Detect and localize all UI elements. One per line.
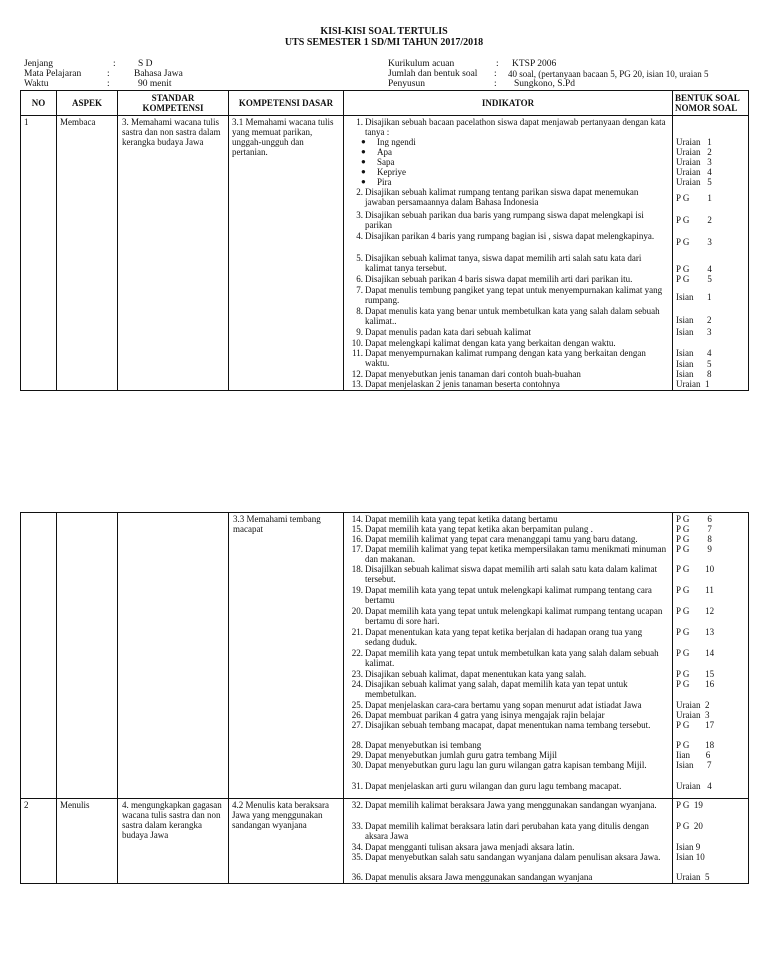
- meta-label-jenjang: Jenjang: [24, 59, 54, 69]
- indicator-number: 8.: [356, 306, 363, 316]
- indicator-number: 14.: [351, 514, 363, 524]
- bullet-text: Pira: [377, 177, 392, 187]
- bullet-dot-icon: ●: [361, 137, 366, 146]
- indicator-item: [347, 544, 669, 564]
- table-row: [21, 116, 749, 391]
- indicator-number: 13.: [351, 379, 363, 389]
- indicator-number: 25.: [351, 700, 363, 710]
- indicator-number: 36.: [351, 872, 363, 882]
- indicator-item: [347, 379, 669, 389]
- meta-value-penyusun: Sungkono, S.Pd: [514, 79, 575, 89]
- indicator-number: 20.: [351, 606, 363, 616]
- bentuk-label: P G 2: [676, 215, 712, 225]
- bullet-item: [347, 167, 669, 177]
- bentuk-label: Isian 2: [676, 315, 712, 325]
- col-header-aspek: ASPEK: [57, 91, 118, 116]
- indicator-item: [347, 514, 669, 524]
- bullet-item: [347, 147, 669, 157]
- meta-label-mapel: Mata Pelajaran: [24, 69, 82, 79]
- bentuk-label: Uraian 4: [676, 781, 712, 791]
- indicator-item: [347, 700, 669, 710]
- meta-sep: :: [496, 59, 499, 69]
- indicator-item: [347, 679, 669, 700]
- cell-kompetensi-dasar: 3.1 Memahami wacana tulis yang memuat parikan, unggah-ungguh dan pertanian.: [229, 116, 344, 391]
- indicator-item: [347, 534, 669, 544]
- bentuk-label: P G 14: [676, 648, 715, 658]
- bentuk-label: P G 13: [676, 627, 715, 637]
- bentuk-label: P G 4: [676, 264, 712, 274]
- cell-no: [21, 513, 57, 799]
- meta-value-jenjang: S D: [138, 59, 153, 69]
- meta-label-kurikulum: Kurikulum acuan: [388, 59, 455, 69]
- bullet-item: [347, 177, 669, 187]
- meta-label-penyusun: Penyusun: [388, 79, 425, 89]
- indicator-text: Dapat melengkapi kalimat dengan kata yang berkaitan dengan waktu.: [365, 338, 616, 348]
- meta-value-waktu: 90 menit: [138, 79, 172, 89]
- indicator-number: 24.: [351, 679, 363, 689]
- indicator-number: 21.: [351, 627, 363, 637]
- table-row: [21, 513, 749, 799]
- indicator-text: Dapat menulis tembung pangiket yang tepat untuk menyempurnakan kalimat yang rumpang.: [365, 285, 663, 305]
- bentuk-label: Isian 10: [676, 852, 705, 862]
- bentuk-label: P G 17: [676, 720, 715, 730]
- indicator-number: 18.: [351, 564, 363, 574]
- bullet-dot-icon: ●: [361, 177, 366, 186]
- meta-label-jumlah: Jumlah dan bentuk soal: [388, 69, 478, 79]
- indicator-text: Dapat menjelaskan cara-cara bertamu yang sopan menurut adat istiadat Jawa: [365, 700, 642, 710]
- indicator-item: [347, 564, 669, 585]
- indicator-text: Dapat menjelaskan 2 jenis tanaman beserta contohnya: [365, 379, 560, 389]
- indicator-item: [347, 648, 669, 669]
- indicator-text: Dapat menyebutkan jumlah guru gatra tembang Mijil: [365, 750, 557, 760]
- indicator-item: [347, 210, 669, 231]
- indicator-number: 34.: [351, 842, 363, 852]
- indicator-text: Dapat menyebutkan salah satu sandangan wyanjana dalam penulisan aksara Jawa.: [365, 852, 661, 862]
- indicator-item: [347, 253, 669, 274]
- cell-aspek: Menulis: [57, 799, 118, 884]
- bentuk-label: P G 20: [676, 821, 703, 831]
- bentuk-label: Uraian 1: [676, 137, 712, 147]
- indicator-item: [347, 524, 669, 534]
- bentuk-label: P G 19: [676, 800, 703, 810]
- bentuk-label: P G 6: [676, 514, 712, 524]
- bentuk-label: P G 3: [676, 237, 712, 247]
- bentuk-label: P G 16: [676, 679, 715, 689]
- meta-label-waktu: Waktu: [24, 79, 49, 89]
- kisi-table-page2: [20, 512, 749, 884]
- indicator-text: Dapat memilih kata yang tepat untuk membetulkan kata yang salah dalam sebuah kalimat.: [365, 648, 659, 668]
- bentuk-label: Isian 8: [676, 369, 712, 379]
- meta-sep: :: [494, 79, 497, 89]
- meta-value-mapel: Bahasa Jawa: [134, 69, 183, 79]
- indicator-item: [347, 187, 669, 210]
- bullet-text: Sapa: [377, 157, 395, 167]
- bullet-text: Ing ngendi: [377, 137, 416, 147]
- meta-sep: :: [494, 69, 497, 79]
- indicator-text: Disajikan sebuah kalimat tanya, siswa dapat memilih arti salah satu kata dari kalimat tanya tersebut.: [365, 253, 642, 273]
- indicator-number: 29.: [351, 750, 363, 760]
- indicator-item: [347, 720, 669, 740]
- cell-standar-kompetensi: [118, 513, 229, 799]
- cell-aspek: [57, 513, 118, 799]
- cell-bentuk-soal: [673, 116, 749, 391]
- cell-bentuk-soal: [673, 799, 749, 884]
- bentuk-label: P G 8: [676, 534, 712, 544]
- indicator-item: [347, 740, 669, 750]
- indicator-text: Dapat memilih kalimat yang tepat cara menanggapi tamu yang baru datang.: [365, 534, 638, 544]
- col-header-bentuk: BENTUK SOAL NOMOR SOAL: [673, 91, 749, 116]
- indicator-text: Dapat memilih kata yang tepat untuk melengkapi kalimat rumpang tentang cara bertamu: [365, 585, 652, 605]
- indicator-text: Dapat menyebutkan jenis tanaman dari contoh buah-buahan: [365, 369, 581, 379]
- indicator-number: 26.: [351, 710, 363, 720]
- indicator-text: Disajikan sebuah tembang macapat, dapat menentukan nama tembang tersebut.: [365, 720, 651, 730]
- indicator-text: Dapat memilih kalimat beraksara Jawa yang menggunakan sandangan wyanjana.: [365, 800, 657, 810]
- indicator-number: 28.: [351, 740, 363, 750]
- bentuk-label: Uraian 3: [676, 157, 712, 167]
- indicator-text: Dapat menulis kata yang benar untuk membetulkan kata yang salah dalam sebuah kalimat..: [365, 306, 660, 326]
- indicator-item: [347, 872, 669, 882]
- indicator-item: [347, 627, 669, 648]
- indicator-number: 27.: [351, 720, 363, 730]
- bentuk-label: Isian 5: [676, 359, 712, 369]
- indicator-text: Disajikan sebuah kalimat rumpang tentang parikan siswa dapat menemukan jawaban persamaannya dalam Bahasa Indonesia: [365, 187, 639, 207]
- bullet-dot-icon: ●: [361, 167, 366, 176]
- indicator-item: [347, 669, 669, 679]
- bullet-dot-icon: ●: [361, 147, 366, 156]
- indicator-number: 6.: [356, 274, 363, 284]
- col-header-indikator: INDIKATOR: [344, 91, 673, 116]
- cell-no: 1: [21, 116, 57, 391]
- indicator-item: [347, 274, 669, 285]
- bentuk-label: [676, 338, 745, 348]
- bentuk-label: Uraian 4: [676, 167, 712, 177]
- indicator-text: Dapat menyebutkan guru lagu lan guru wilangan gatra kapisan tembang Mijil.: [365, 760, 647, 770]
- indicator-item: [347, 606, 669, 627]
- indicator-item: [347, 821, 669, 842]
- indicator-number: 32.: [351, 800, 363, 810]
- bentuk-label: Isian 3: [676, 327, 712, 337]
- indicator-text: Dapat mengganti tulisan aksara jawa menjadi aksara latin.: [365, 842, 575, 852]
- bentuk-label: Isian 1: [676, 292, 712, 302]
- indicator-number: 35.: [351, 852, 363, 862]
- cell-standar-kompetensi: 3. Memahami wacana tulis sastra dan non sastra dalam kerangka budaya Jawa: [118, 116, 229, 391]
- indicator-item: [347, 231, 669, 253]
- bullet-item: [347, 137, 669, 147]
- cell-indikator: [344, 513, 673, 799]
- indicator-item: [347, 327, 669, 338]
- col-header-sk: STANDAR KOMPETENSI: [118, 91, 229, 116]
- meta-value-kurikulum: KTSP 2006: [512, 59, 557, 69]
- bentuk-label: Uraian 1: [676, 379, 710, 389]
- indicator-number: 30.: [351, 760, 363, 770]
- bentuk-label: Uraian 5: [676, 177, 712, 187]
- bentuk-label: P G 18: [676, 740, 715, 750]
- cell-bentuk-soal: [673, 513, 749, 799]
- bullet-text: Apa: [377, 147, 392, 157]
- indicator-text: Dapat menentukan kata yang tepat ketika berjalan di hadapan orang tua yang sedang duduk.: [365, 627, 643, 647]
- indicator-number: 33.: [351, 821, 363, 831]
- indicator-item: [347, 348, 669, 369]
- indicator-item: [347, 338, 669, 348]
- indicator-text: Dapat membuat parikan 4 gatra yang isinya mengajak rajin belajar: [365, 710, 605, 720]
- meta-value-jumlah: 40 soal, (pertanyaan bacaan 5, PG 20, isian 10, uraian 5: [508, 69, 709, 79]
- indicator-text: Dapat memilih kalimat yang tepat ketika mempersilakan tamu menikmati minuman dan makanan.: [365, 544, 667, 564]
- indicator-item: [347, 760, 669, 781]
- indicator-item: [347, 306, 669, 327]
- indicator-number: 17.: [351, 544, 363, 554]
- table-row: [21, 799, 749, 884]
- indicator-number: 9.: [356, 327, 363, 337]
- indicator-number: 3.: [356, 210, 363, 220]
- indicator-number: 4.: [356, 231, 363, 241]
- indicator-item: [347, 781, 669, 797]
- indicator-item: [347, 750, 669, 760]
- col-header-no: NO: [21, 91, 57, 116]
- indicator-number: 2.: [356, 187, 363, 197]
- indicator-number: 31.: [351, 781, 363, 791]
- bentuk-label: P G 9: [676, 544, 712, 554]
- cell-no: 2: [21, 799, 57, 884]
- table-header-row: [21, 91, 749, 116]
- indicator-item: [347, 585, 669, 606]
- indicator-text: Disajilkan sebuah kalimat siswa dapat memilih arti salah satu kata dalam kalimat tersebut.: [365, 564, 658, 584]
- indicator-text: Dapat menulis padan kata dari sebuah kalimat: [365, 327, 531, 337]
- indicator-item: [347, 852, 669, 872]
- indicator-text: Disajikan sebuah bacaan pacelathon siswa dapat menjawab pertanyaan dengan kata tanya :: [365, 117, 666, 137]
- indicator-number: 12.: [351, 369, 363, 379]
- indicator-number: 7.: [356, 285, 363, 295]
- meta-sep: :: [113, 59, 116, 69]
- indicator-text: Dapat memilih kalimat beraksara latin dari perubahan kata yang ditulis dengan aksara Jawa: [365, 821, 649, 841]
- bullet-text: Kepriye: [377, 167, 406, 177]
- bentuk-label: P G 15: [676, 669, 715, 679]
- indicator-text: Dapat memilih kata yang tepat untuk melengkapi kalimat rumpang tentang ucapan bertamu di sore hari.: [365, 606, 663, 626]
- indicator-text: Dapat memilih kata yang tepat ketika akan berpamitan pulang .: [365, 524, 593, 534]
- kisi-table-page1: [20, 90, 749, 391]
- indicator-number: 19.: [351, 585, 363, 595]
- bentuk-label: Uraian 2: [676, 700, 710, 710]
- indicator-text: Dapat menjelaskan arti guru wilangan dan guru lagu tembang macapat.: [365, 781, 622, 791]
- indicator-text: Dapat menyempurnakan kalimat rumpang dengan kata yang berkaitan dengan waktu.: [365, 348, 646, 368]
- indicator-item: [347, 369, 669, 379]
- indicator-number: 23.: [351, 669, 363, 679]
- indicator-item: [347, 117, 669, 137]
- bentuk-label: Isian 9: [676, 842, 701, 852]
- indicator-item: [347, 800, 669, 821]
- indicator-number: 15.: [351, 524, 363, 534]
- indicator-text: Disajikan sebuah parikan dua baris yang rumpang siswa dapat melengkapi isi parikan: [365, 210, 644, 230]
- bentuk-label: P G 7: [676, 524, 712, 534]
- document-title: KISI-KISI SOAL TERTULIS: [320, 26, 448, 37]
- bentuk-label: Isian 7: [676, 760, 712, 770]
- cell-indikator: [344, 799, 673, 884]
- indicator-text: Disajikan sebuah parikan 4 baris siswa dapat memilih arti dari parikan itu.: [365, 274, 633, 284]
- cell-kompetensi-dasar: 3.3 Memahami tembang macapat: [229, 513, 344, 799]
- indicator-number: 1.: [356, 117, 363, 127]
- bentuk-label: Uraian 3: [676, 710, 710, 720]
- indicator-number: 22.: [351, 648, 363, 658]
- indicator-text: Disajikan sebuah kalimat yang salah, dapat memilih kata yan tepat untuk membetulkan.: [365, 679, 628, 699]
- indicator-number: 10.: [351, 338, 363, 348]
- bentuk-label: P G 12: [676, 606, 715, 616]
- indicator-number: 11.: [352, 348, 363, 358]
- indicator-item: [347, 285, 669, 306]
- indicator-text: Dapat menulis aksara Jawa menggunakan sandangan wyanjana: [365, 872, 593, 882]
- bentuk-label: Uraian 5: [676, 872, 710, 882]
- indicator-number: 16.: [351, 534, 363, 544]
- bentuk-label: P G 5: [676, 274, 712, 284]
- indicator-number: 5.: [356, 253, 363, 263]
- bentuk-label: P G 11: [676, 585, 714, 595]
- bentuk-label: Uraian 2: [676, 147, 712, 157]
- indicator-text: Dapat memilih kata yang tepat ketika datang bertamu: [365, 514, 558, 524]
- document-subtitle: UTS SEMESTER 1 SD/MI TAHUN 2017/2018: [284, 37, 484, 48]
- indicator-text: Dapat menyebutkan isi tembang: [365, 740, 482, 750]
- meta-sep: :: [107, 69, 110, 79]
- bentuk-label: P G 1: [676, 193, 712, 203]
- bullet-dot-icon: ●: [361, 157, 366, 166]
- indicator-text: Disajikan parikan 4 baris yang rumpang bagian isi , siswa dapat melengkapinya.: [365, 231, 655, 241]
- col-header-kd: KOMPETENSI DASAR: [229, 91, 344, 116]
- cell-kompetensi-dasar: 4.2 Menulis kata beraksara Jawa yang menggunakan sandangan wyanjana: [229, 799, 344, 884]
- indicator-item: [347, 710, 669, 720]
- bullet-item: [347, 157, 669, 167]
- bentuk-label: Iian 6: [676, 750, 711, 760]
- meta-sep: :: [107, 79, 110, 89]
- cell-aspek: Membaca: [57, 116, 118, 391]
- indicator-text: Disajikan sebuah kalimat, dapat menentukan kata yang salah.: [365, 669, 587, 679]
- cell-indikator: [344, 116, 673, 391]
- indicator-item: [347, 842, 669, 852]
- bentuk-label: Isian 4: [676, 348, 712, 358]
- cell-standar-kompetensi: 4. mengungkapkan gagasan wacana tulis sastra dan non sastra dalam kerangka budaya Jawa: [118, 799, 229, 884]
- bentuk-label: P G 10: [676, 564, 715, 574]
